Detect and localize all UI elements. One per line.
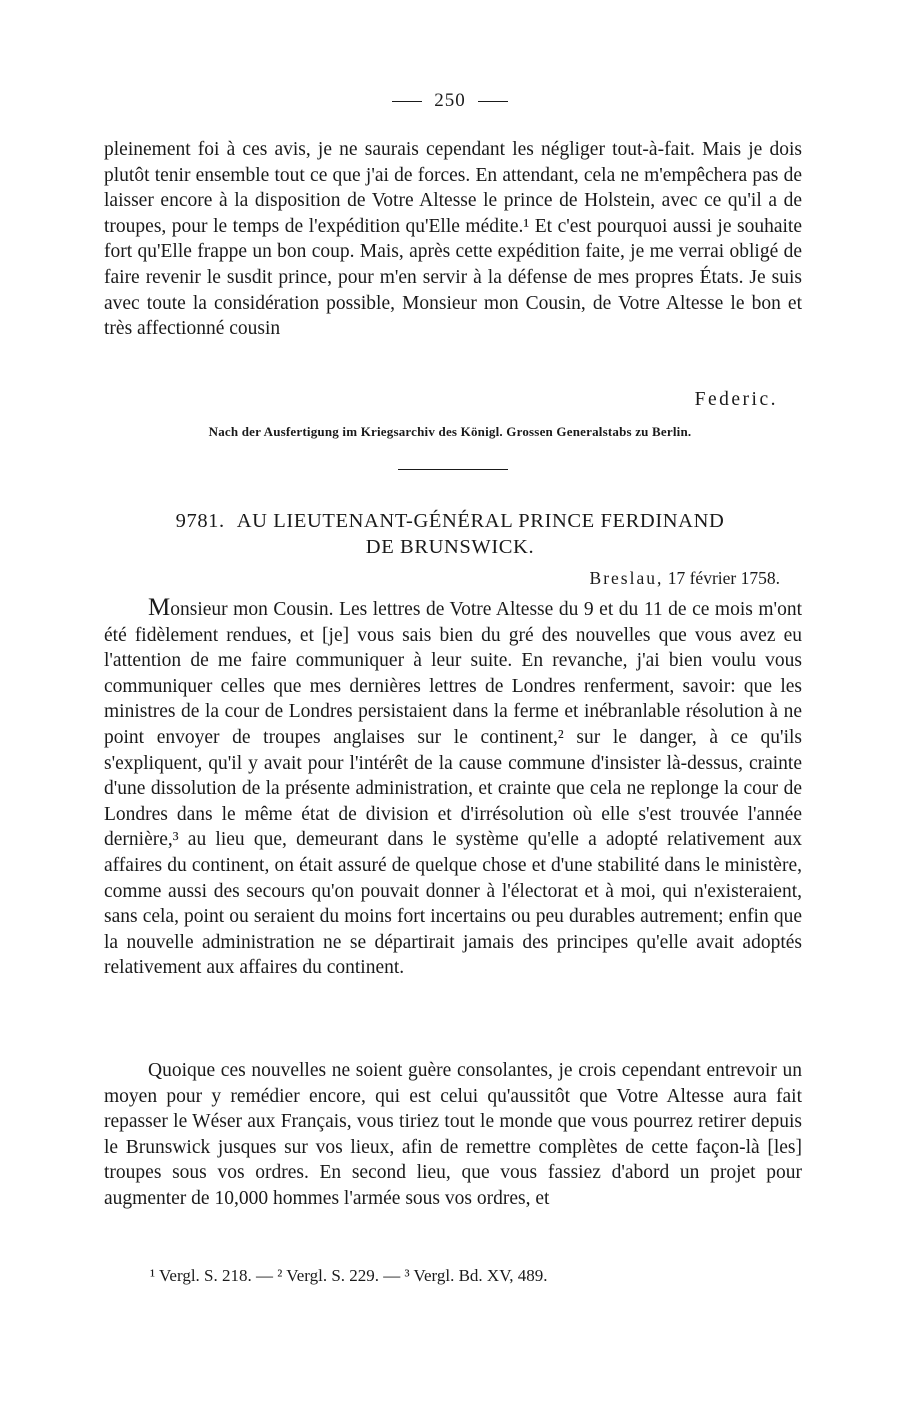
page-number-dash-left	[392, 101, 422, 102]
dateline	[590, 568, 780, 589]
letter-number: 9781.	[175, 510, 225, 532]
letter-body-paragraph-1	[104, 595, 802, 981]
page-number-text: 250	[434, 90, 466, 111]
heading-recipient: AU LIEUTENANT-GÉNÉRAL PRINCE FERDINAND	[236, 510, 725, 532]
page-number	[0, 90, 900, 112]
dateline-place: Breslau,	[589, 568, 664, 588]
heading-line-2: DE BRUNSWICK.	[365, 536, 535, 558]
letter-heading	[0, 508, 900, 560]
page-number-dash-right	[478, 101, 508, 102]
archive-source-note: Nach der Ausfertigung im Kriegsarchiv des Königl. Grossen Generalstabs zu Berlin.	[208, 424, 692, 439]
heading-line-1	[0, 508, 900, 534]
signature: Federic.	[694, 389, 778, 410]
letter-continuation-paragraph: pleinement foi à ces avis, je ne saurais cependant les négliger tout-à-fait. Mais je dois plutôt tenir ensemble tout ce que j'ai de forces. En attendant, cela ne m'empêchera pas de laisser encore à la disposition de Votre Altesse le prince de Holstein, avec ce qu'il a de troupes, pour le temps de l'expédition qu'Elle médite.¹ Et c'est pourquoi aussi je souhaite fort qu'Elle frappe un bon coup. Mais, après cette expédition faite, je me verrai obligé de faire revenir le susdit prince, pour m'en servir à la défense de mes propres États. Je suis avec toute la considération possible, Monsieur mon Cousin, de Votre Altesse le bon et très affectionné cousin	[104, 139, 802, 340]
footnotes: ¹ Vergl. S. 218. — ² Vergl. S. 229. — ³ Vergl. Bd. XV, 489.	[150, 1266, 548, 1285]
section-divider	[398, 469, 508, 470]
initial-letter: M	[148, 594, 171, 621]
letter-body-paragraph-2: Quoique ces nouvelles ne soient guère consolantes, je crois cependant entrevoir un moyen pour y remédier encore, qui est celui qu'aussitôt que Votre Altesse aura fait repasser le Wéser aux Français, vous tiriez tout le monde que vous pourrez retirer depuis le Brunswick jusques sur vos lieux, afin de remettre complètes de cette façon-là [les] troupes sous vos ordres. En second lieu, que vous fassiez d'abord un projet pour augmenter de 10,000 hommes l'armée sous vos ordres, et	[104, 1060, 802, 1209]
dateline-date: 17 février 1758.	[667, 568, 780, 588]
paragraph-text: onsieur mon Cousin. Les lettres de Votre Altesse du 9 et du 11 de ce mois m'ont été fidèlement rendues, et [je] vous sais bien du gré des nouvelles que vous avez eu l'attention de me faire communiquer à leur suite. En revanche, j'ai bien voulu vous communiquer celles que mes dernières lettres de Londres renferment, savoir: que les ministres de la cour de Londres persistaient dans la ferme et inébranlable résolution à ne point envoyer de troupes anglaises sur le continent,² sur le danger, à ce qu'ils s'expliquent, qu'il y avait pour l'intérêt de la cause commune d'insister là-dessus, crainte d'une dissolution de la présente administration, et crainte que cela ne replonge la cour de Londres dans le même état de division et d'irrésolution où elle s'est trouvée l'année dernière,³ au lieu que, demeurant dans le système qu'elle a adopté relativement aux affaires du continent, on était assuré de quelque chose et d'une stabilité dans le ministère, comme aussi des secours qu'on pouvait donner à l'électorat et à moi, qui n'existeraient, sans cela, point ou seraient du moins fort incertains ou peu durables autrement; enfin que la nouvelle administration ne se départirait jamais des principes qu'elle avait adoptés relativement aux affaires du continent.	[104, 599, 802, 979]
